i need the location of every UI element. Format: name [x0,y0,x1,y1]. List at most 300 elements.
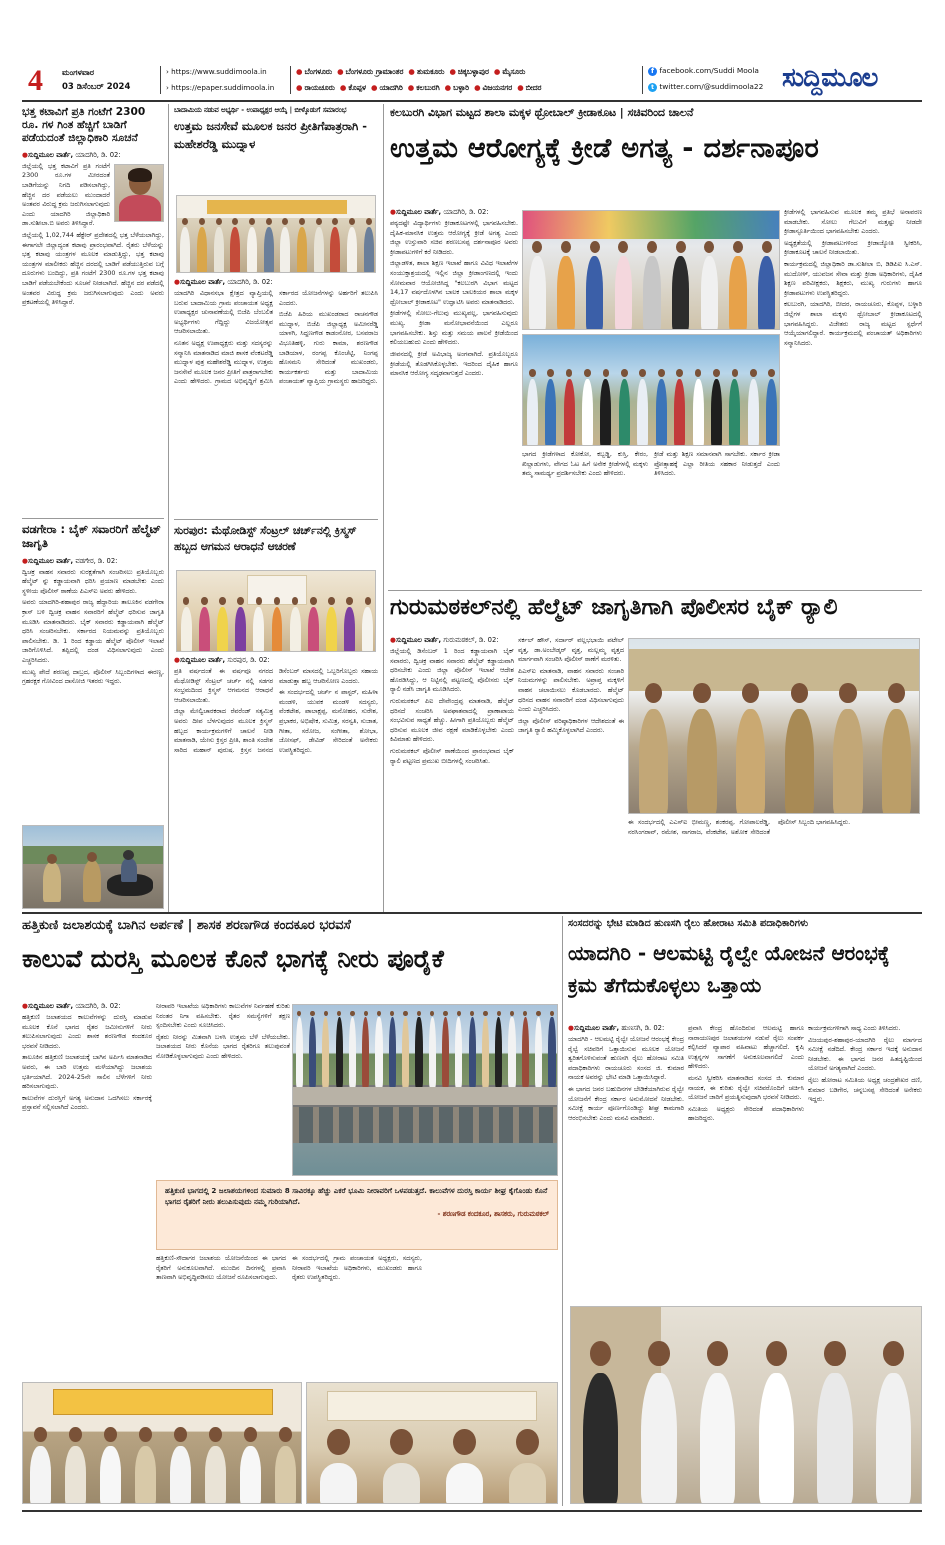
photo-figure-head [839,683,857,703]
kicker: ಸಂಸದರನ್ನು ಭೇಟಿ ಮಾಡಿದ ಹುಣಸಗಿ ರೈಲು ಹೋರಾಟ ಸಮಿತಿ ಪದಾಧಿಕಾರಿಗಳು [568,918,809,929]
edition-item[interactable]: ● ರಾಯಚೂರು [296,83,335,92]
byline: ●ಸುದ್ದಿಮೂಲ ವಾರ್ತೆ, ಯಾದಗಿರಿ, ಡಿ. 02: [390,208,489,216]
edition-item[interactable]: ● ಚಿಕ್ಕಬಳ್ಳಾಪುರ [449,67,489,76]
photo-figure-head [346,597,353,605]
edition-item[interactable]: ● ಯಾದಗಿರಿ [371,83,403,92]
photo-figure [527,379,538,446]
paragraph: ಜಿಲ್ಲೆಯಲ್ಲಿ 1,02,744 ಹೆಕ್ಟೇರ್ ಪ್ರದೇಶದಲ್ಲಿ ಭತ್ತ ಬೆಳೆಯಲಾಗಿದ್ದು, ಈಗಾಗಲೇ ಜಿಲ್ಲಾದ್ಯಂತ ಕಟಾವು ಪ್ರಾರಂಭವಾಗಿದೆ. ರೈತರು ಬೆಳೆಯನ್ನು ಭತ್ತ ಕಟಾವು ಯಂತ್ರಗಳ ಮೂಲಕ ಮಾಡುತ್ತಿದ್ದು, ಭತ್ತ ಕಟಾವು ಯಂತ್ರಗಳ ಮಾಲೀಕರು ಹೆಚ್ಚಿನ ದರದಲ್ಲಿ ಬಾಡಿಗೆ ಪಡೆಯುತ್ತಿರುವ ಬಗ್ಗೆ ದೂರುಗಳು ಬಂದಿದ್ದು, ಪ್ರತಿ ಗಂಟೆಗೆ 2300 ರೂ.ಗಳ ಭತ್ತ ಕಟಾವು ಬಾಡಿಗೆ ಪಡೆಯಬೇಕೆಂದು ಸೂಚನೆ ನೀಡಲಾಗಿದೆ. ಹೆಚ್ಚಿನ ದರ ಪಡೆದಲ್ಲಿ ಅಂತವರ ವಿರುದ್ಧ ಕ್ರಮ ಜರುಗಿಸಲಾಗುವುದು ಎಂದು ಅವರು ಪ್ರಕಟಣೆಯಲ್ಲಿ ತಿಳಿಸಿದ್ದಾರೆ. [22,230,164,307]
photo-figure-head [364,1011,368,1016]
photo-figure [336,1017,343,1087]
photo-figure [180,227,190,273]
photo-throwball-players [522,334,780,446]
headline: ಭತ್ತ ಕಟಾವಿಗೆ ಪ್ರತಿ ಗಂಟೆಗೆ 2300 ರೂ. ಗಳ ಗಿಂತ ಹೆಚ್ಚಿಗೆ ಬಾಡಿಗೆ ಪಡೆಯದಂತೆ ಜಿಲ್ಲಾಧಿಕಾರಿ ಸೂಚನೆ [22,106,146,145]
photo-figure-head [516,1429,539,1455]
twitter-link[interactable]: t twitter.com/@suddimoola22 [648,82,763,92]
photo-figure-head [266,218,272,225]
railway-col-1 [568,1024,684,1300]
article-bike-rally [390,594,922,628]
photo-figure [347,227,357,273]
photo-figure [344,607,355,652]
paragraph: ರೈತರು ನೀರನ್ನು ಮಿತವಾಗಿ ಬಳಸಿ ಉತ್ತಮ ಬೆಳೆ ಬೆಳೆಯಬೇಕು. ಜಲಾಶಯದ ನೀರು ಕೊನೆಯ ಭಾಗದ ರೈತರಿಗೂ ತಲುಪುವಂತೆ ನೋಡಿಕೊಳ್ಳಲಾಗುವುದು ಎಂದು ಹೇಳಿದರು. [156,1032,290,1061]
byline: ●ಸುದ್ದಿಮೂಲ ವಾರ್ತೆ, ಯಾದಗಿರಿ, ಡಿ. 02: [22,150,121,159]
paragraph: ಮುಖ್ಯ ಪೇದೆ ಶರಣಪ್ಪ ದಾಬ್ರದ, ಪೊಲೀಸ್ ಸಿಬ್ಬಂದಿಗಳಾದ ಈರಣ್ಣ, ಗ್ರಹರಕ್ಷಕ ಗೋವಿಂದ ದಾಸೋಜಿ ಇತರರು ಇದ್ದರು. [22,667,164,686]
paragraph: ಈ ಸಂದರ್ಭದಲ್ಲಿ ಎಎಸ್ಐ ಭೀಮಣ್ಣ, ಶಂಕರಪ್ಪ, ಗೋಪಾಲರೆಡ್ಡಿ, ನರಸಿಂಗರಾವ್, ರಮೇಶ, ನಾಗರಾಜ, ವೆಂಕಟೇಶ, ಅಶೋಕ ಸೇರಿದಂತೆ ಪೊಲೀಸ್ ಸಿಬ್ಬಂದಿ ಭಾಗವಹಿಸಿದ್ದರು. [628,818,851,836]
paragraph: ಗುರುಮಠಕಲ್ ಪಿಐ ದೇವೇಂದ್ರಪ್ಪ ಮಾತನಾಡಿ, ಹೆಲ್ಮೆಟ್ ಧರಿಸದೆ ಸಂಚರಿಸಿ ಅಪಘಾತವಾದಲ್ಲಿ ಪ್ರಾಣಾಪಾಯ ಸಂಭವಿಸುವ ಸಾಧ್ಯತೆ ಹೆಚ್ಚು. ಹೀಗಾಗಿ ಪ್ರತಿಯೊಬ್ಬರು ಹೆಲ್ಮೆಟ್ ಧರಿಸುವ ಮೂಲಕ ಜೀವ ರಕ್ಷಣೆ ಮಾಡಿಕೊಳ್ಳಬೇಕು ಎಂದು ಕಿವಿಮಾತು ಹೇಳಿದರು. [390,697,514,744]
article-public-service-body [174,278,378,516]
page-number: 4 [28,64,43,97]
article-body [390,219,518,379]
photo-figure [582,379,593,446]
byline: ●ಸುದ್ದಿಮೂಲ ವಾರ್ತೆ, ಸುರಪುರ, ಡಿ. 02: [174,656,270,664]
photo-figure [876,1373,911,1504]
photo-figure [455,1017,462,1087]
paragraph: ಕಾರ್ಯಕ್ರಮದಲ್ಲಿ ಜಿಲ್ಲಾಧಿಕಾರಿ ಡಾ.ಸುಶೀಲಾ ಬಿ, ಡಿಡಿಪಿಐ ಸಿ.ಎಸ್. ಮುದೋಳ್, ಯುವಜನ ಸೇವಾ ಮತ್ತು ಕ್ರೀಡಾ ಅಧಿಕಾರಿಗಳು, ದೈಹಿಕ ಶಿಕ್ಷಣ ಪರಿವೀಕ್ಷಕರು, ಶಿಕ್ಷಕರು, ಮುಖ್ಯ ಗುರುಗಳು ಹಾಗೂ ಕ್ರೀಡಾಪಟುಗಳು ಉಪಸ್ಥಿತರಿದ್ದರು. [784,260,922,297]
photo-figure-head [647,241,657,253]
photo-figure-head [104,1427,117,1442]
photo-figure [389,1017,396,1087]
photo-figure-head [274,597,281,605]
byline: ●ಸುದ್ದಿಮೂಲ ವಾರ್ತೆ, ಯಾದಗಿರಿ, ಡಿ. 02: [22,1002,121,1010]
byline: ●ಸುದ್ದಿಮೂಲ ವಾರ್ತೆ, ವಡಗೇರ, ಡಿ. 02: [22,556,118,565]
photo-figure [758,256,775,330]
photo-figure-head [766,1341,787,1366]
paragraph: ಪಠ್ಯದಷ್ಟೇ ವಿದ್ಯಾರ್ಥಿಗಳು ಕ್ರೀಡಾಕೂಟಗಳಲ್ಲಿ ಭಾಗವಹಿಸಬೇಕು. ದೈಹಿಕ-ಮಾನಸಿಕ ಉತ್ತಮ ಆರೋಗ್ಯಕ್ಕೆ ಕ್ರೀಡೆ ಅಗತ್ಯ ಎಂದು ಜಿಲ್ಲಾ ಉಸ್ತುವಾರಿ ಸಚಿವ ಶರಣಬಸಪ್ಪ ದರ್ಶನಾಪೂರ ಅವರು ಕ್ರೀಡಾಪಟುಗಳಿಗೆ ಕರೆ ನೀಡಿದರು. [390,219,518,256]
photo-figure-head [350,1011,354,1016]
photo-figure [508,1017,515,1087]
paragraph: ಈ ಭಾಗದ ಜನರ ಬಹುದಿನಗಳ ಬೇಡಿಕೆಯಾಗಿರುವ ರೈಲ್ವೇ ಯೋಜನೆಗೆ ಕೇಂದ್ರ ಸರ್ಕಾರ ಅನುಮೋದನೆ ನೀಡಬೇಕು. ಸಮೀಕ್ಷೆ ಕಾರ್ಯ ಪೂರ್ಣಗೊಂಡಿದ್ದು ಶೀಘ್ರ ಕಾಮಗಾರಿ ಆರಂಭಿಸಬೇಕು ಎಂದು ಮನವಿ ಮಾಡಿದರು. [568,1085,684,1122]
photo-figure [882,709,911,814]
photo-figure-head [762,241,772,253]
article-body [174,289,378,388]
photo-figure-head [390,1429,413,1455]
photo-figure-head [282,218,288,225]
paragraph: ಹತ್ತಿಕುಣಿ ಜಲಾಶಯದ ಕಾಲುವೆಗಳನ್ನು ದುರಸ್ತಿ ಮಾಡುವ ಮೂಲಕ ಕೊನೆ ಭಾಗದ ರೈತರ ಜಮೀನುಗಳಿಗೆ ನೀರು ತಲುಪಿಸಲಾಗುವುದು ಎಂದು ಶಾಸಕ ಶರಣಗೌಡ ಕಂದಕೂರ ಭರವಸೆ ನೀಡಿದರು. [22,1013,152,1050]
photo-figure [235,607,246,652]
paragraph: ಕಾಲುವೆಗಳ ದುರಸ್ತಿಗೆ ಅಗತ್ಯ ಅನುದಾನ ಒದಗಿಸಲು ಸರ್ಕಾರಕ್ಕೆ ಪ್ರಸ್ತಾವನೆ ಸಲ್ಲಿಸಲಾಗಿದೆ ಎಂದರು. [22,1093,152,1112]
photo-figure-head [417,1011,421,1016]
photo-figure-head [430,1011,434,1016]
photo-figure [280,227,290,273]
paragraph: ಕ್ರೀಡೆಗಳಲ್ಲಿ ಭಾಗವಹಿಸುವ ಮೂಲಕ ತಮ್ಮ ಪ್ರತಿಭೆ ಅನಾವರಣ ಮಾಡಬೇಕು. ಸೋಲು ಗೆಲುವಿಗೆ ಮತ್ತಷ್ಟು ನೀಡದೇ ಕ್ರೀಡಾಸ್ಫೂರ್ತಿಯಿಂದ ಭಾಗವಹಿಸಬೇಕು ಎಂದರು. [784,208,922,236]
photo-figure-head [279,1427,292,1442]
photo-figure-head [310,1011,314,1016]
headline: ವಡಗೇರಾ : ಬೈಕ್ ಸವಾರರಿಗೆ ಹೆಲ್ಮೆಟ್ ಜಾಗೃತಿ [22,522,161,551]
photo-figure-head [365,597,372,605]
photo-figure-head [584,369,591,377]
photo-figure-head [403,1011,407,1016]
editions-row-1 [296,67,530,77]
photo-dam-bagina [292,1004,558,1176]
kicker: ಬಾದಾಮಿಯ ನಡುವ ಅಭ್ಯರ್ಥಿ - ಉಪಾಧ್ಯಕ್ಷರ ಆಯ್ಕೆ | ಬೀಳ್ಕೊಡುಗೆ ಸಮಾರಂಭ [174,106,347,114]
paragraph: ವಿಜಯಪುರ-ಶಹಾಪುರ-ಯಾದಗಿರಿ ರೈಲು ಮಾರ್ಗದ ಸಮೀಕ್ಷೆ ನಡೆದಿದೆ. ಕೇಂದ್ರ ಸರ್ಕಾರ ಇದಕ್ಕೆ ಅನುದಾನ ನೀಡಬೇಕು. ಈ ಭಾಗದ ಜನರ ಹಿತದೃಷ್ಟಿಯಿಂದ ಯೋಜನೆ ಅಗತ್ಯವಾಗಿದೆ ಎಂದರು. [808,1035,922,1073]
photo-figure-head [693,683,711,703]
canal-col-3 [156,1254,558,1378]
photo-figure-head [590,1341,611,1366]
photo-figure-head [377,1011,381,1016]
photo-figure-head [733,241,743,253]
quote-box [156,1180,558,1250]
article-body [22,1013,152,1113]
website-link[interactable]: › https://www.suddimoola.in [166,67,267,76]
photo-figure [583,1373,618,1504]
photo-figure [230,227,240,273]
photo-figure [181,607,192,652]
edition-item[interactable]: ● ಕೊಪ್ಪಳ [339,83,367,92]
photo-figure [214,227,224,273]
photo-figure-head [547,369,554,377]
headline: ಯಾದಗಿರಿ - ಆಲಮಟ್ಟಿ ರೈಲ್ವೇ ಯೋಜನೆ ಆರಂಭಕ್ಕೆ ಕ್ರಮ ತೆಗೆದುಕೊಳ್ಳಲು ಒತ್ತಾಯ [568,941,890,997]
photo-figure-head [707,1341,728,1366]
photo-figure-head [328,597,335,605]
photo-figure-head [324,1011,328,1016]
kicker: ಹತ್ತಿಕುಣಿ ಜಲಾಶಯಕ್ಕೆ ಬಾಗಿನ ಅರ್ಪಣೆ | ಶಾಸಕ ಶರಣಗೌಡ ಕಂದಕೂರ ಭರವಸೆ [22,918,351,933]
paragraph: ಜಿಲ್ಲಾಡಳಿತ, ಶಾಲಾ ಶಿಕ್ಷಣ ಇಲಾಖೆ ಹಾಗೂ ವಿವಿಧ ಇಲಾಖೆಗಳ ಸಂಯುಕ್ತಾಶ್ರಯದಲ್ಲಿ ಇಲ್ಲಿನ ಜಿಲ್ಲಾ ಕ್ರೀಡಾಂಗಣದಲ್ಲಿ ಇಂದು ಸೋಮವಾರ ಆಯೋಜಿಸಿದ್ದ "ಕಲಬುರಗಿ ವಿಭಾಗ ಮಟ್ಟದ 14,17 ವರ್ಷದೊಳಗಿನ ಬಾಲಕ ಬಾಲಕಿಯರ ಶಾಲಾ ಮಕ್ಕಳ ಥ್ರೋಬಾಲ್ ಕ್ರೀಡಾಕೂಟ" ಉದ್ಘಾಟಿಸಿ ಅವರು ಮಾತನಾಡಿದರು. [390,259,518,306]
photo-figure-head [332,218,338,225]
edition-item[interactable]: ● ಬೀದರ [517,83,542,92]
photo-figure [362,607,373,652]
photo-figure [766,379,777,446]
article-body [390,647,514,766]
railway-col-2 [688,1024,804,1300]
photo-figure-head [219,597,226,605]
photo-figure-head [536,1011,540,1016]
paragraph: ಕಲಬುರಗಿ, ಯಾದಗಿರಿ, ಬೀದರ, ರಾಯಚೂರು, ಕೊಪ್ಪಳ, ಬಳ್ಳಾರಿ ಜಿಲ್ಲೆಗಳ ಶಾಲಾ ಮಕ್ಕಳು ಥ್ರೋಬಾಲ್ ಕ್ರೀಡಾಕೂಟದಲ್ಲಿ ಭಾಗವಹಿಸಿದ್ದರು. ವಿಜೇತರು ರಾಜ್ಯ ಮಟ್ಟದ ಸ್ಪರ್ಧೆಗೆ ಆಯ್ಕೆಯಾಗಲಿದ್ದಾರೆ. ಕಾರ್ಯಕ್ರಮದಲ್ಲಿ ಪಂಚಾಯತ್ ಅಧಿಕಾರಿಗಳು ಸನ್ಮಾನಿಸಿದರು. [784,300,922,347]
photo-figure-head [648,1341,669,1366]
photo-figure-head [182,218,188,225]
photo-figure [729,256,746,330]
photo-figure [205,1446,226,1504]
photo-figure-head [201,597,208,605]
paragraph: ಜಿಲ್ಲಾ ಮೇಲ್ವಿಚಾರಕರಾದ ರೆವರೆಂಡ್ ಸತ್ಯಮಿತ್ರ ಅವರು ದೀಪ ಬೆಳಗುವುದರ ಮೂಲಕ ಕ್ರಿಸ್ಮಸ್ ಹಬ್ಬದ ಕಾರ್ಯಕ್ರಮಗಳಿಗೆ ಚಾಲನೆ ನೀಡಿ ಮಾತನಾಡಿ, ಯೇಸು ಕ್ರಿಸ್ತರ ಪ್ರೀತಿ, ಶಾಂತಿ ಸಂದೇಶ ಸಾರಿದ ಮಹಾನ್ ಪುರುಷ. ಕ್ರಿಸ್ತನ ಜನನದ ಡಿಸೆಂಬರ್ ಮಾಸದಲ್ಲಿ ಒಬ್ಬರಿಗೊಬ್ಬರು ಸಹಾಯ ಮಾಡುತ್ತಾ ಹಬ್ಬ ಆಚರಿಸೋಣ ಎಂದರು. [174,667,378,754]
facebook-icon: f [648,67,657,76]
paragraph: ಯಾದಗಿರಿ ವಿಧಾನಸಭಾ ಕ್ಷೇತ್ರದ ವ್ಯಾಪ್ತಿಯಲ್ಲಿ ಬರುವ ಬಾದಾಮಿಯ ಗ್ರಾಮ ಪಂಚಾಯತ ಅಧ್ಯಕ್ಷ ಉಪಾಧ್ಯಕ್ಷರ ಚುನಾವಣೆಯಲ್ಲಿ ಬಿಜೆಪಿ ಬೆಂಬಲಿತ ಅಭ್ಯರ್ಥಿಗಳು ಗೆದ್ದಿದ್ದು ವಿಜಯೋತ್ಸವ ಆಚರಿಸಲಾಯಿತು. [174,289,273,336]
photo-figure [785,709,814,814]
photo-figure-head [676,241,686,253]
epaper-link[interactable]: › https://epaper.suddimoola.in [166,83,275,92]
photo-figure-head [297,1011,301,1016]
photo-stage-event [22,1382,302,1504]
byline: ●ಸುದ್ದಿಮೂಲ ವಾರ್ತೆ, ಹುಣಸಗಿ, ಡಿ. 02: [568,1024,665,1032]
photo-figure-head [768,369,775,377]
photo-figure-head [453,1429,476,1455]
photo-figure-head [750,369,757,377]
photo-figure [641,1373,676,1504]
photo-figure [736,709,765,814]
photo-figure [469,1017,476,1087]
photo-figure-head [69,1427,82,1442]
edition-item[interactable]: ● ತುಮಕೂರು [408,67,445,76]
photo-figure [30,1446,51,1504]
photo-figure-head [550,1011,554,1016]
photo-figure-head [621,369,628,377]
photo-figure [700,1373,735,1504]
article-body [156,1002,290,1062]
paragraph: ಕಾರ್ಯಕ್ರಮಗಳಿಗಾಗಿ ಸಾಧ್ಯ ಎಂದು ತಿಳಿಸಿದರು. [808,1024,901,1032]
photo-figure [482,1017,489,1087]
photo-figure-head [366,218,372,225]
headline: ಉತ್ತಮ ಜನಸೇವೆ ಮೂಲಕ ಜನರ ಪ್ರೀತಿಗೆಪಾತ್ರರಾಗಿ - ಮಹೇಶರೆಡ್ಡಿ ಮುದ್ನಾಳ [174,119,367,151]
photo-figure [557,256,574,330]
photo-figure [415,1017,422,1087]
article-body [688,1024,804,1124]
photo-figure [240,1446,261,1504]
photo-figure-head [497,1011,501,1016]
photo-figure [495,1017,502,1087]
quote-text: ಹತ್ತಿಕುಣಿ ಭಾಗದಲ್ಲಿ 2 ಜಲಾಶಯಗಳಿಂದ ಸುಮಾರು 8 ಸಾವಿರಕ್ಕೂ ಹೆಚ್ಚು ಎಕರೆ ಭೂಮಿ ನೀರಾವರಿಗೆ ಒಳಪಡುತ್ತದೆ. ಕಾಲುವೆಗಳ ದುರಸ್ತಿ ಕಾರ್ಯ ಶೀಘ್ರ ಕೈಗೊಂಡು ಕೊನೆ ಭಾಗದ ರೈತರಿಗೆ ನೀರು ತಲುಪಿಸುವುದು ನಮ್ಮ ಗುರಿಯಾಗಿದೆ. [165,1186,548,1206]
paragraph: ದ್ವಿಚಕ್ರ ವಾಹನ ಸವಾರರು ಸುರಕ್ಷತೆಗಾಗಿ ಸಂಚರಿಸಲು ಪ್ರತಿಯೊಬ್ಬರು ಹೆಲ್ಮೆಟ್ ನ್ನು ಕಡ್ಡಾಯವಾಗಿ ಧರಿಸಿ ಪ್ರಯಾಣ ಮಾಡಬೇಕು ಎಂದು ಸ್ಥಳೀಯ ಪೊಲೀಸ್ ಠಾಣೆಯ ಪಿಎಸ್ಐ ಅವರು ಹೇಳಿದರು. [22,567,164,595]
photo-figure [308,607,319,652]
photo-mp-meeting [570,1306,922,1504]
photo-figure-head [183,597,190,605]
railway-col-3 [808,1024,922,1300]
photo-figure-head [174,1427,187,1442]
edition-item[interactable]: ● ಮೈಸೂರು [493,67,526,76]
photo-figure-head [532,241,542,253]
paragraph: ಕ್ರೀಡೆಗಳಲ್ಲಿ ಸೋಲು-ಗೆಲುವು ಮುಖ್ಯವಲ್ಲ, ಭಾಗವಹಿಸುವುದು ಮುಖ್ಯ. ಕ್ರೀಡಾ ಮನೋಭಾವನೆಯಿಂದ ಎಲ್ಲರೂ ಭಾಗವಹಿಸಬೇಕು. ಶಿಸ್ತು ಮತ್ತು ಸಮಯ ಪಾಲನೆ ಕ್ರೀಡೆಯಿಂದ ಕಲಿಯಬಹುದು ಎಂದು ಹೇಳಿದರು. [390,309,518,347]
photo-figure-head [256,597,263,605]
photo-figure [693,379,704,446]
edition-item[interactable]: ● ಕಲಬುರಗಿ [407,83,440,92]
photo-figure [564,379,575,446]
article-body [628,818,920,837]
photo-figure [656,379,667,446]
paragraph: ನೂತನ ಅಧ್ಯಕ್ಷ ಉಪಾಧ್ಯಕ್ಷರು ಮತ್ತು ಸದಸ್ಯರನ್ನು ಸನ್ಮಾನಿಸಿ ಮಾತನಾಡಿದ ಮಾಜಿ ಶಾಸಕ ವೆಂಕಟರೆಡ್ಡಿ ಮುದ್ನಾಳ ಪುತ್ರ ಮಹೇಶರೆಡ್ಡಿ ಮುದ್ನಾಳ, ಉತ್ತಮ ಜನಸೇವೆ ಮೂಲಕ ಜನರ ಪ್ರೀತಿಗೆ ಪಾತ್ರರಾಗಬೇಕು ಎಂದು ಹೇಳಿದರು. ಗ್ರಾಮದ ಅಭಿವೃದ್ಧಿಗೆ ಶ್ರಮಿಸಿ ಸರ್ಕಾರದ ಯೋಜನೆಗಳನ್ನು ಅರ್ಹರಿಗೆ ತಲುಪಿಸಿ ಎಂದರು. [174,289,378,386]
edition-item[interactable]: ● ವಿಜಯನಗರ [474,83,513,92]
photo-figure [615,256,632,330]
article-church-christmas-body [174,656,378,910]
paragraph: ಪಿಎಸ್ಐ ಮಾತನಾಡಿ, ವಾಹನ ಸವಾರರು ಸಂಚಾರಿ ನಿಯಮಗಳನ್ನು ಪಾಲಿಸಬೇಕು. ಅಪ್ರಾಪ್ತ ಮಕ್ಕಳಿಗೆ ವಾಹನ ಚಲಾಯಿಸಲು ಕೊಡಬಾರದು. ಹೆಲ್ಮೆಟ್ ಧರಿಸದ ವಾಹನ ಸವಾರರಿಗೆ ದಂಡ ವಿಧಿಸಲಾಗುವುದು ಎಂದು ಎಚ್ಚರಿಸಿದರು. [518,666,624,714]
article-body [808,1024,922,1105]
photo-figure [701,256,718,330]
photo-figure-head [337,1011,341,1016]
photo-figure-head [510,1011,514,1016]
photo-vadagera-helmet-check [22,825,164,909]
photo-figure-head [232,218,238,225]
paragraph: ಭಾಗದ ಕ್ರೀಡೆಗಳಾದ ಕೋಕೋ, ಕಬ್ಬಡ್ಡಿ, ಕುಸ್ತಿ, ಕೇರಂ, ಖಿಲ್ಲಾಡುಗಳು, ವೇಗದ ಓಟ ಹಿಗೆ ಅನೇಕ ಕ್ರೀಡೆಗಳಲ್ಲಿ ಮಕ್ಕಳು ತಮ್ಮ ಸಾಮರ್ಥ್ಯ ಪ್ರದರ್ಶಿಸಬೇಕು ಎಂದು ಹೇಳಿದರು. [522,450,648,478]
headline: ಸುರಪುರ: ಮೆಥೋಡಿಸ್ಟ್ ಸೆಂಟ್ರಲ್ ಚರ್ಚ್‌ನಲ್ಲಿ ಕ್ರಿಸ್ಮಸ್ ಹಬ್ಬದ ಆಗಮನ ಆರಾಧನೆ ಆಚರಣೆ [174,524,357,554]
photo-figure [375,1017,382,1087]
bike-rally-col-2 [518,636,624,910]
issue-weekday: ಮಂಗಳವಾರ [62,68,95,77]
article-body [784,208,922,349]
paragraph: ಅಧ್ಯಕ್ಷತೆಯಲ್ಲಿ ಕ್ರೀಡಾಪಟುಗಳಿಂದ ಕ್ರೀಡಾಜ್ಯೋತಿ ಸ್ವೀಕರಿಸಿ, ಕ್ರೀಡಾಕೂಟಕ್ಕೆ ಚಾಲನೆ ನೀಡಲಾಯಿತು. [784,238,922,257]
photo-figure [264,227,274,273]
photo-figure [362,1017,369,1087]
article-body [518,636,624,736]
photo-figure [297,227,307,273]
article-vadagera-helmet [22,522,164,822]
throwball-col-3 [784,208,922,588]
photo-figure [326,607,337,652]
photo-figure-head [470,1011,474,1016]
photo-figure [711,379,722,446]
headline: ಗುರುಮಠಕಲ್‌ನಲ್ಲಿ ಹೆಲ್ಮೆಟ್ ಜಾಗೃತಿಗಾಗಿ ಪೊಲೀಸರ ಬೈಕ್ ರ‍್ಯಾಲಿ [390,595,838,620]
photo-figure-head [561,241,571,253]
paragraph: ಮನವಿ ಸ್ವೀಕರಿಸಿ ಮಾತನಾಡಿದ ಸಂಸದ ಜಿ. ಕುಮಾರ ನಾಯಕ, ಈ ಕುರಿತು ರೈಲ್ವೇ ಸಚಿವರೊಂದಿಗೆ ಚರ್ಚಿಸಿ ಯೋಜನೆ ಜಾರಿಗೆ ಪ್ರಯತ್ನಿಸುವುದಾಗಿ ಭರವಸೆ ನೀಡಿದರು. [688,1074,804,1102]
photo-figure-head [216,218,222,225]
paragraph: ಬಿಜೆಪಿ ಹಿರಿಯ ಮುಖಂಡರಾದ ರಾಚನಗೌಡ ಮುದ್ನಾಳ, ಬಿಜೆಪಿ ಜಿಲ್ಲಾಧ್ಯಕ್ಷ ಅಮೀನರೆಡ್ಡಿ ಯಾಳಗಿ, ಸಿದ್ದಣಗೌಡ ಕಾಡಂನೋರ, ಬಸವರಾಜ ವಿಭೂತಿಹಳ್ಳಿ, ಗುರು ಕಾಮಾ, ಶರಣಗೌಡ ಬಾಡಿಯಾಳ, ರಂಗಪ್ಪ ಕೊಂಚೆಟ್ಟಿ, ನಿಂಗಪ್ಪ ಹೊಸಮನಿ ಸೇರಿದಂತೆ ಮುಖಂಡರು, ಕಾರ್ಯಕರ್ತರು ಮತ್ತು ಬಾದಾಮಿಯ ಪಂಚಾಯತ್ ವ್ಯಾಪ್ತಿಯ ಗ್ರಾಮಸ್ಥರು ಹಾಜರಿದ್ದರು. [279,310,378,386]
photo-figure [545,379,556,446]
twitter-icon: t [648,83,657,92]
photo-figure-head [209,1427,222,1442]
paragraph: ರೈಲು ಹೋರಾಟ ಸಮಿತಿಯ ಅಧ್ಯಕ್ಷ ಚಂದ್ರಶೇಖರ ದಣಿ, ಕುಮಾರ ಬಡಿಗೇರ, ಚನ್ನಬಸಪ್ಪ ಸೇರಿದಂತೆ ಅನೇಕರು ಇದ್ದರು. [808,1076,922,1104]
photo-figure-head [249,218,255,225]
photo-figure [199,607,210,652]
photo-figure-head [457,1011,461,1016]
masthead-logo: ಸುದ್ದಿಮೂಲ [782,63,920,97]
photo-felicitation [176,195,376,273]
photo-figure-head [244,1427,257,1442]
article-body [174,667,378,756]
paragraph: ಯಾದಗಿರಿ - ಆಲಮಟ್ಟಿ ರೈಲ್ವೇ ಯೋಜನೆ ಆರಂಭಕ್ಕೆ ಕೇಂದ್ರ ರೈಲ್ವೆ ಸಚಿವರಿಗೆ ಒತ್ತಾಯಿಸುವ ಮೂಲಕ ಯೋಜನೆ ತ್ವರಿತಗೊಳಿಸುವಂತೆ ಹುಣಸಗಿ ರೈಲು ಹೋರಾಟ ಸಮಿತಿ ಪದಾಧಿಕಾರಿಗಳು ರಾಯಚೂರು ಸಂಸದ ಜಿ. ಕುಮಾರ ನಾಯಕ ಅವರನ್ನು ಭೇಟಿ ಮಾಡಿ ಒತ್ತಾಯಿಸಿದ್ದಾರೆ. [568,1035,684,1082]
photo-figure [320,1463,358,1504]
throwball-col-1 [390,208,518,588]
issue-date: 03 ಡಿಸೆಂಬರ್ 2024 [62,82,131,92]
photo-figure-head [529,369,536,377]
photo-figure [442,1017,449,1087]
photo-figure-head [888,683,906,703]
photo-figure-head [199,218,205,225]
canal-col-2 [156,1002,290,1174]
headline: ಕಾಲುವೆ ದುರಸ್ತಿ ಮೂಲಕ ಕೊನೆ ಭಾಗಕ್ಕೆ ನೀರು ಪೂರೈಕೆ [22,944,444,973]
article-throwball [390,106,922,206]
photo-figure-head [327,1429,350,1455]
collector-photo [114,164,164,222]
photo-figure-head [299,218,305,225]
photo-figure-head [34,1427,47,1442]
photo-figure [687,709,716,814]
photo-church-prayer [176,570,376,652]
photo-figure-head [310,597,317,605]
kicker: ಕಲಬುರಗಿ ವಿಭಾಗ ಮಟ್ಟದ ಶಾಲಾ ಮಕ್ಕಳ ಥ್ರೋಬಾಲ್ ಕ್ರೀಡಾಕೂಟ | ಸಚಿವರಿಂದ ಚಾಲನೆ [390,106,694,119]
photo-figure-head [523,1011,527,1016]
photo-figure [364,227,374,273]
photo-figure [253,607,264,652]
photo-figure [748,379,759,446]
photo-figure [759,1373,794,1504]
paragraph: ಜೀವನದಲ್ಲಿ ಕ್ರೀಡೆ ಅವಿಭಾಜ್ಯ ಅಂಗವಾಗಿದೆ. ಪ್ರತಿಯೊಬ್ಬರೂ ಕ್ರೀಡೆಯಲ್ಲಿ ತೊಡಗಿಸಿಕೊಳ್ಳಬೇಕು. ಇದರಿಂದ ದೈಹಿಕ ಹಾಗೂ ಮಾನಸಿಕ ಆರೋಗ್ಯ ಸದೃಢವಾಗುತ್ತದೆ ಎಂದರು. [390,349,518,378]
photo-figure-head [676,369,683,377]
photo-figure-head [349,218,355,225]
photo-figure [729,379,740,446]
photo-figure [170,1446,191,1504]
photo-figure [833,709,862,814]
photo-speaker-podium [306,1382,558,1504]
photo-figure [272,607,283,652]
edition-item[interactable]: ● ಬಳ್ಳಾರಿ [444,83,470,92]
editions-row-2 [296,83,546,93]
photo-throwball-inauguration [522,210,780,330]
canal-col-1 [22,1002,152,1378]
photo-figure [446,1463,484,1504]
photo-figure [639,709,668,814]
photo-figure [296,1017,303,1087]
paragraph: ಜಿಲ್ಲೆಯಲ್ಲಿ ಭತ್ತ ಕಟಾವಿಗೆ ಪ್ರತಿ ಗಂಟೆಗೆ 2300 ರೂ.ಗಳ ಮೀರದಂತೆ ಬಾಡಿಗೆಯನ್ನು ನಿಗದಿ ಪಡಿಸಲಾಗಿದ್ದು, ಹೆಚ್ಚಿನ ದರ ಪಡೆಯಲು ಮುಂದಾದರೆ ಅಂತವರ ವಿರುದ್ಧ ಕ್ರಮ ಜರುಗಿಸಲಾಗುವುದು ಎಂದು ಯಾದಗಿರಿ ಜಿಲ್ಲಾಧಿಕಾರಿ ಡಾ.ಸುಶೀಲಾ.ಬಿ ಅವರು ತಿಳಿಸಿದ್ದಾರೆ. [22,161,110,228]
bike-rally-col-1 [390,636,514,910]
paragraph: ಈ ಸಂದರ್ಭದಲ್ಲಿ ಚರ್ಚ್ ನ ಪಾಸ್ಟರ್, ಮಹಿಳಾ ಮಂಡಳಿ, ಯುವಕ ಮಂಡಳಿ ಸದಸ್ಯರು, ವೆಂಕಟೇಶ, ಪಾಲಾಕ್ಷಪ್ಪ, ಮನೋಹರ, ಸುರೇಶ, ಪ್ರಭಾಕರ, ಅಭಿಷೇಕ, ಸುಮಿತ್ರ, ಸರಸ್ವತಿ, ಸುಜಾತ, ಗೀತಾ, ಸರೋಜ, ಸಂಗೀತಾ, ಶೋಭಾ, ಜೋಸಫ್, ಡೇವಿಡ್ ಸೇರಿದಂತೆ ಅನೇಕರು ಉಪಸ್ಥಿತರಿದ್ದರು. [279,688,378,754]
photo-figure-head [791,683,809,703]
photo-figure-head [390,1011,394,1016]
photo-figure-head [292,597,299,605]
photo-figure [197,227,207,273]
paragraph: ಹತ್ತಿಕುಣಿ-ಸೌದಾಗರ ಜಲಾಶಯ ಯೋಜನೆಯಿಂದ ಈ ಭಾಗದ ರೈತರಿಗೆ ಅನುಕೂಲವಾಗಿದೆ. ಮುಂದಿನ ದಿನಗಳಲ್ಲಿ ಪ್ರವಾಸಿ ತಾಣವಾಗಿ ಅಭಿವೃದ್ಧಿಪಡಿಸಲು ಯೋಜನೆ ರೂಪಿಸಲಾಗುವುದು. [156,1254,286,1282]
photo-figure [600,379,611,446]
throwball-col-2 [522,450,780,588]
photo-figure-head [883,1341,904,1366]
photo-figure [529,256,546,330]
byline: ●ಸುದ್ದಿಮೂಲ ವಾರ್ತೆ, ಗುರುಮಠಕಲ್, ಡಿ. 02: [390,636,499,644]
photo-figure [65,1446,86,1504]
paragraph: ಜಿಲ್ಲೆಯಲ್ಲಿ ಡಿಸೆಂಬರ್ 1 ರಿಂದ ಕಡ್ಡಾಯವಾಗಿ ಬೈಕ್ ಸವಾರರು, ದ್ವಿಚಕ್ರ ವಾಹನ ಸವಾರರು ಹೆಲ್ಮೆಟ್ ಕಡ್ಡಾಯವಾಗಿ ಧರಿಸಬೇಕು ಎಂದು ಜಿಲ್ಲಾ ಪೊಲೀಸ್ ಇಲಾಖೆ ಆದೇಶ ಹೊರಡಿಸಿದ್ದು, ಆ ನಿಟ್ಟಿನಲ್ಲಿ ಪಟ್ಟಣದಲ್ಲಿ ಪೊಲೀಸರು ಬೈಕ್ ರ‍್ಯಾಲಿ ನಡೆಸಿ ಜಾಗೃತಿ ಮೂಡಿಸಿದರು. [390,647,514,694]
quote-attribution: - ಶರಣಗೌಡ ಕಂದಕೂರ, ಶಾಸಕರು, ಗುರುಮಠಕಲ್ [437,1209,549,1218]
photo-figure [135,1446,156,1504]
article-body [522,450,780,481]
article-body [568,1035,684,1123]
photo-figure [330,227,340,273]
edition-item[interactable]: ● ಬೆಂಗಳೂರು ಗ್ರಾಮಾಂತರ [337,67,404,76]
photo-figure-head [732,369,739,377]
paragraph: ಸಮಿತಿಯ ಅಧ್ಯಕ್ಷರು ಸೇರಿದಂತೆ ಪದಾಧಿಕಾರಿಗಳು ಹಾಜರಿದ್ದರು. [688,1104,804,1123]
article-railway [568,918,922,1018]
photo-figure-head [483,1011,487,1016]
headline: ಉತ್ತಮ ಆರೋಗ್ಯಕ್ಕೆ ಕ್ರೀಡೆ ಅಗತ್ಯ - ದರ್ಶನಾಪೂರ [390,133,820,164]
bike-rally-col-3 [628,818,920,910]
paragraph: ತಾಲೂಕಿನ ಹತ್ತಿಕುಣಿ ಜಲಾಶಯಕ್ಕೆ ಬಾಗಿನ ಅರ್ಪಿಸಿ ಮಾತನಾಡಿದ ಅವರು, ಈ ಬಾರಿ ಉತ್ತಮ ಮಳೆಯಾಗಿದ್ದು ಜಲಾಶಯ ಭರ್ತಿಯಾಗಿದೆ. 2024-25ನೇ ಸಾಲಿನ ಬೆಳೆಗಳಿಗೆ ನೀರು ಹರಿಸಲಾಗುವುದು. [22,1053,152,1091]
edition-item[interactable]: ● ಬೆಂಗಳೂರು [296,67,333,76]
photo-figure [429,1017,436,1087]
photo-figure [314,227,324,273]
photo-figure-head [695,369,702,377]
paragraph: ಕ್ರೀಡೆ ಮತ್ತು ಶಿಕ್ಷಣ ಸಮಾನವಾಗಿ ಸಾಗಬೇಕು. ಸರ್ಕಾರ ಕ್ರೀಡಾ ಪ್ರೋತ್ಸಾಹಕ್ಕೆ ಎಲ್ಲಾ ರೀತಿಯ ಸಹಕಾರ ನೀಡುತ್ತದೆ ಎಂದು ತಿಳಿಸಿದರು. [654,450,780,478]
photo-figure [275,1446,296,1504]
paragraph: ಈ ಸಂದರ್ಭದಲ್ಲಿ ಗ್ರಾಮ ಪಂಚಾಯತ ಅಧ್ಯಕ್ಷರು, ಸದಸ್ಯರು, ನೀರಾವರಿ ಇಲಾಖೆಯ ಅಧಿಕಾರಿಗಳು, ಮುಖಂಡರು ಹಾಗೂ ರೈತರು ಉಪಸ್ಥಿತರಿದ್ದರು. [292,1254,422,1282]
photo-figure-head [704,241,714,253]
photo-figure-head [237,597,244,605]
photo-figure-head [316,218,322,225]
paragraph: ಜಿಲ್ಲಾ ಪೊಲೀಸ್ ವರಿಷ್ಠಾಧಿಕಾರಿಗಳ ಆದೇಶದಂತೆ ಈ ಜಾಗೃತಿ ರ‍್ಯಾಲಿ ಹಮ್ಮಿಕೊಳ್ಳಲಾಗಿದೆ ಎಂದರು. [518,716,624,735]
photo-police-bike-rally [628,638,920,814]
article-paddy-harvest [22,106,164,516]
facebook-link[interactable]: f facebook.com/Suddi Moola [648,66,759,76]
photo-figure-head [713,369,720,377]
photo-figure [619,379,630,446]
paragraph: ಅವರು ಯಾದಗಿರಿ-ಶಹಾಪುರ ರಾಜ್ಯ ಹೆದ್ದಾರಿಯ ತಾಲೂಕಿನ ವಡಗೇರಾ ಕ್ರಾಸ್ ಬಳಿ ದ್ವಿಚಕ್ರ ವಾಹನ ಸವಾರರಿಗೆ ಹೆಲ್ಮೆಟ್ ಧರಿಸುವ ಜಾಗೃತಿ ಮೂಡಿಸಿ ಮಾತನಾಡಿದರು. ಬೈಕ್ ಸವಾರರು ಕಡ್ಡಾಯವಾಗಿ ಹೆಲ್ಮೆಟ್ ಧರಿಸಿ ಸಂಚರಿಸಬೇಕು. ಸರ್ಕಾರದ ನಿಯಮವನ್ನು ಪ್ರತಿಯೊಬ್ಬರು ಪಾಲಿಸಬೇಕು. ಡಿ. 1 ರಿಂದ ಕಡ್ಡಾಯ ಹೆಲ್ಮೆಟ್ ಪೊಲೀಸ್ ಇಲಾಖೆ ಜಾರಿಗೊಳಿಸಿದೆ. ತಪ್ಪಿದಲ್ಲಿ ದಂಡ ವಿಧಿಸಲಾಗುವುದು ಎಂದು ಎಚ್ಚರಿಸಿದರು. [22,598,164,664]
photo-figure [100,1446,121,1504]
photo-figure [535,1017,542,1087]
photo-figure [672,256,689,330]
photo-figure-head [603,369,610,377]
article-body [156,1254,558,1283]
photo-figure [522,1017,529,1087]
paragraph: ಪ್ರವಾಸಿ ಕೇಂದ್ರ ಹೊಂದಿರುವ ಆಲಮಟ್ಟಿ ಹಾಗೂ ನಾರಾಯಣಪುರ ಜಲಾಶಯಗಳ ನಡುವೆ ರೈಲು ಸಂಪರ್ಕ ಕಲ್ಪಿಸಿದರೆ ವ್ಯಾಪಾರ ವಹಿವಾಟು ಹೆಚ್ಚಾಗಲಿದೆ. ಕೃಷಿ ಉತ್ಪನ್ನಗಳ ಸಾಗಣೆಗೆ ಅನುಕೂಲವಾಗಲಿದೆ ಎಂದು ಹೇಳಿದರು. [688,1024,804,1071]
photo-figure-head [590,241,600,253]
page-header [0,62,945,98]
photo-figure-head [742,683,760,703]
photo-figure-head [658,369,665,377]
photo-figure-head [824,1341,845,1366]
photo-figure [509,1463,547,1504]
paragraph: ಸರ್ಕಲ್ ಹೌಸ್, ಸರ್ದಾರ್ ವಲ್ಲಭಭಾಯಿ ಪಟೇಲ್ ವೃತ್ತ, ಡಾ.ಅಂಬೇಡ್ಕರ್ ವೃತ್ತ, ಮಲ್ಲಮ್ಮ ವೃತ್ತದ ಮಾರ್ಗವಾಗಿ ಸಂಚರಿಸಿ ಪೊಲೀಸ್ ಠಾಣೆಗೆ ಮರಳಿತು. [518,636,624,664]
paragraph: ನೀರಾವರಿ ಇಲಾಖೆಯ ಅಧಿಕಾರಿಗಳು ಕಾಲುವೆಗಳ ನಿರ್ವಹಣೆ ಕುರಿತು ನಿರಂತರ ನಿಗಾ ವಹಿಸಬೇಕು. ರೈತರ ಸಮಸ್ಯೆಗಳಿಗೆ ತಕ್ಷಣ ಸ್ಪಂದಿಸಬೇಕು ಎಂದು ಸೂಚಿಸಿದರು. [156,1002,290,1030]
photo-figure [383,1463,421,1504]
photo-figure [309,1017,316,1087]
photo-figure [637,379,648,446]
photo-figure [402,1017,409,1087]
photo-figure-head [639,369,646,377]
photo-figure [817,1373,852,1504]
photo-figure-head [139,1427,152,1442]
photo-figure [548,1017,555,1087]
